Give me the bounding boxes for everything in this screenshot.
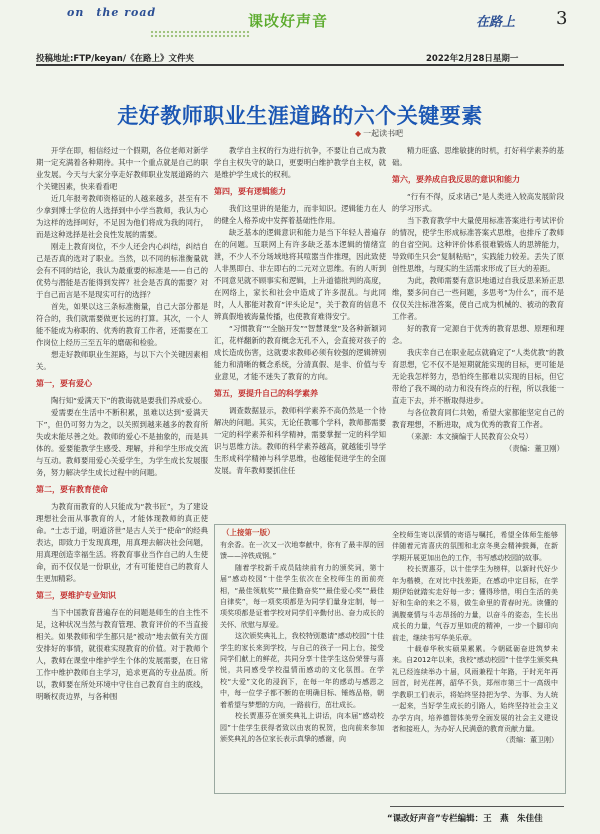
paragraph: 校长贾惠芬，以十佳学生为榜样，以新时代好少年为楷模，在对比中找差距，在感动中定目标，在学期伊始就踏实走好每一步；懂得珍惜，明白生活的美好和生命的来之不易，做生命里的青春时光。读懂的满腹豪情与斗志昂扬的力量，以奋斗的姿态，生长出成长的力量，气吞万里如虎的精神，一步一个脚印向前走，继续书写华美乐章。 xyxy=(392,565,558,642)
decorative-dots xyxy=(150,30,250,38)
road-word-on: on xyxy=(67,6,85,19)
paragraph: 当下中国教育普遍存在的问题是师生的自主性不足，这种状况当然与教育管理、教育评价的不当直接相关。如果教师和学生都只是“被动”地去做有关方面安排好的事情，就很难实现教育的价值。对于教师个人，教师在课堂中维护学生个体的发展需要，在日常工作中维护教师自主学习，追求更高的专业品质。所以，教师要在所处环境中守住自己教育自主的底线，明晰权责边界，与各种围 xyxy=(36,608,208,701)
road-word-the-road: the road xyxy=(96,6,157,19)
column-editors: “课改好声音”专栏编辑：王 燕 朱佳佳 xyxy=(387,814,543,824)
paragraph: 十载春华秋实硕果累累。今朝砥砺奋进筑梦未来。自2012年以来，我校“感动校园”十佳学生颁奖典礼已经连续举办十届，风雨兼程十年路，于时光年再回首，时光荏苒，韶华不负，郑州市第三十一高级中学教职工们表示，将始终坚持把为学、为事、为人统一起来，当好学生成长的引路人，始终坚持社会主义办学方向，培养德智体美劳全面发展的社会主义建设者和接班人，为办好人民满意的教育贡献力量。 xyxy=(392,645,558,733)
paragraph: 近几年报考教师资格证的人越来越多，甚至有不少拿到博士学位的人选择到中小学当教师，我认为心为这样的选择呵好，不足因为他们将成为我的同行，而是这种选择是社会良性发展的需要。 xyxy=(36,194,208,239)
page-number: 3 xyxy=(556,8,568,29)
paragraph: 与各位教育同仁共勉，希望大家都能坚定自己的教育理想，不断进取，成为优秀的教育工作者。 xyxy=(392,408,564,429)
paragraph: 我们这里讲的是能力，而非知识。逻辑能力在人的健全人格养成中发挥着基础性作用。 xyxy=(214,204,386,225)
paragraph: 想走好教师职业生涯路，与以下六个关键因素相关。 xyxy=(36,350,208,371)
paragraph: 好的教育一定源自于优秀的教育思想、原理和理念。 xyxy=(392,324,564,345)
paragraph: 刚走上教育岗位，不少人还会内心纠结，纠结自己是否真的选对了职业。当然，以不同的标准衡量就会有不同的结论，我认为最重要的标准是——自己的优势与潜能是否能得到发挥？社会是否真的需要？对于自己而言是不是现实可行的选择？ xyxy=(36,242,208,299)
section-heading: 第二，要有教育使命 xyxy=(36,485,108,494)
editor-credit: （责编：董卫刚） xyxy=(502,736,558,745)
paragraph: “行有不得，反求诸己”是人类进入较高发展阶段的学习形式。 xyxy=(392,192,564,213)
article-column-2 xyxy=(214,145,386,477)
section-heading: 第一，要有爱心 xyxy=(36,379,92,388)
paragraph: 校长贾惠芬在颁奖典礼上讲话，向本届“感动校园”十佳学生获得者致以由衷的祝贺，也向前来参加颁奖典礼的各位家长表示真挚的感谢，向 xyxy=(220,712,384,743)
paragraph: 陶行知“爱满天下”的教诲就是要我们养成爱心。 xyxy=(51,396,207,405)
paragraph: 这次颁奖典礼上，我校特别邀请“感动校园”十佳学生的家长来到学校，与自己的孩子一同上台，接受同学们献上的鲜花，共同分享十佳学生这份荣誉与喜悦，共同感受学校温情而感动的文化氛围。在学校“大爱”文化的浸润下，在每一年的感动与感恩之中，每一位学子都不断的在明确目标、锤炼品格，朝着希望与梦想的方向，一路前行，茁壮成长。 xyxy=(220,632,384,709)
paragraph: 为教育而教育的人只能成为“教书匠”，为了建设理想社会而从事教育的人，才能体现教师的真正使命。“士志于道，明道济世”是古人关于“使命”的经典表达，即致力于发现真理，用真理去解决社会问题，用真理创造幸福生活。将教育事业当作自己的人生使命，而不仅仅是一份职业，才有可能使自己的教育人生更加精彩。 xyxy=(36,502,208,583)
editor-credit: （责编：董卫刚） xyxy=(504,444,564,453)
submit-address: 投稿地址:FTP/keyan/《在路上》文件夹 xyxy=(36,54,194,64)
paragraph: 随着学校新千成员陆续前有力的颁奖词，第十届“感动校园”十佳学生依次在全校师生的面前亮相，“最佳领航奖”“最佳勤奋奖”“最佳爱心奖”“最佳自律奖”，每一项奖项都是为同学们量身定制，每一项奖项都是证着学校对同学们辛勤付出、奋力成长的关怀、欣慰与厚爱。 xyxy=(220,563,384,629)
paragraph: 调查数据显示，教师科学素养不高仍然是一个待解决的问题。其实，无论任教哪个学科，教师都需要一定的科学素养和科学精神，需要掌握一定的科学知识与思维方法。教师的科学素养越高，就越能引导学生形成科学精神与科学思维，也越能促进学生的全面发展。青年教师要抓住任 xyxy=(214,406,386,475)
road-wordmark xyxy=(67,6,156,19)
section-heading: 第五，要提升自己的科学素养 xyxy=(214,389,318,398)
continued-column-2 xyxy=(392,530,558,747)
paragraph: 首先，如果以这三条标准衡量，自己大部分都是符合的，我们就需要做更长远的打算。其次，一个人能不能成为称职的、优秀的教育工作者，还需要在工作岗位上经历三至五年的磨砺和检验。 xyxy=(36,302,208,347)
section-heading: 第六，要养成自我反思的意识和能力 xyxy=(392,175,520,184)
article-column-3 xyxy=(392,145,564,455)
article-byline: ◆ 一起读书吧 xyxy=(355,128,403,139)
article-title: 走好教师职业生涯道路的六个关键要素 xyxy=(117,104,483,128)
continued-column-1 xyxy=(220,540,384,745)
paragraph: 精力旺盛、思维敏捷的时机，打好科学素养的基础。 xyxy=(392,146,564,167)
paragraph: 教学自主权的行为进行抗争，不要让自己成为教学自主权失守的缺口，更要明白维护教学自主权，就是维护学生成长的权利。 xyxy=(214,146,386,179)
issue-date: 2022年2月28日星期一 xyxy=(426,54,519,64)
paragraph: “习惯教育”“全脑开发”“智慧课堂”及各种新颖词汇，花样翻新的教育概念无孔不入，会直接对孩子的成长造成伤害，这就要求教师必须有较强的逻辑辨别能力和清晰的概念系统，分清真假、是非、价值与专业意见，才能不迷失了教育的方向。 xyxy=(214,324,386,381)
source-note: （来源：本文摘编于人民教育公众号） xyxy=(407,432,533,441)
section-heading: 第三，要维护专业知识 xyxy=(36,591,116,600)
masthead-title: 课改好声音 xyxy=(248,12,329,30)
section-heading: 第四，要有逻辑能力 xyxy=(214,187,286,196)
paragraph: 爱需要在生活中不断积累，虽难以达到“爱满天下”，但仍可努力为之，以关照到越来越多的教育所失或未能尽善之处。教师的爱心不是抽象的，而是具体的。爱要能教学生感受、理解，并和学生形成交流与互动。教师要用爱心关爱学生，为学生成长发展服务，努力解决学生成长过程中的问题。 xyxy=(36,408,208,477)
paragraph: 开学在即，相信经过一个假期，各位老师对新学期一定充满着各种期待。其中一个重点就是自己的职业发展。今天与大家分享走好教师职业发展道路的六个关键因素，快来看看吧 xyxy=(36,146,208,191)
footer-divider xyxy=(390,806,564,807)
paragraph: 当下教育教学中大量使用标准答案进行考试评价的情况，使学生形成标准答案式思维，也排斥了教师的自省空间。这种评价体系很难锻炼人的思辨能力，导致师生只会“复制粘贴”，实践能力较差。丢失了原创性思维，与现实的生活需求形成了巨大的差距。 xyxy=(392,216,564,273)
continued-from-tag: （上接第一版） xyxy=(222,528,275,537)
paragraph: 全校师生寄以深情的寄语与嘱托，希望全体师生能够伴随着元宵喜庆的氛围和北京冬奥会精神鼓舞，在新学期开展更加出色的工作，书写感动校园的故事。 xyxy=(392,531,558,562)
paragraph: 有余香。在一次又一次地奉献中，你有了最丰厚的回馈——淬铁成钢。” xyxy=(220,541,384,561)
paragraph: 为此，教师需要有意识地通过自我反思来矫正思维，要多问自己一些问题，多思考“为什么”，而不是仅仅关注标准答案，使自己成为机械的、被动的教育工作者。 xyxy=(392,276,564,321)
article-column-1 xyxy=(36,145,208,703)
newspaper-logo: 在路上 xyxy=(476,15,516,30)
paragraph: 我庆幸自己在职业起点就确定了“人类优教”的教育思想，它不仅不是短期就能实现的目标，更可能是无论我怎样努力，恐怕终生都难以实现的目标，但它带给了我不竭的动力和没有终点的行程，所以我能一直走下去，并不断取得进步。 xyxy=(392,348,564,405)
paragraph: 缺乏基本的逻辑意识和能力是当下年轻人普遍存在的问题。互联网上有许多缺乏基本逻辑的情绪宣泄，不少人不分场域地将其喧嚣当作推理，因此致使人非黑即白、非左即右的二元对立思维。有的人听到不同意见就不顾事实和逻辑，上升道德批判的高度，在网络上，家长和社会中造成了许多混乱。与此同时，人人都能对教育“评头论足”，关于教育的信息不辨真假地被海量传播，也使教育难得安宁。 xyxy=(214,228,386,321)
header-divider xyxy=(36,64,564,66)
